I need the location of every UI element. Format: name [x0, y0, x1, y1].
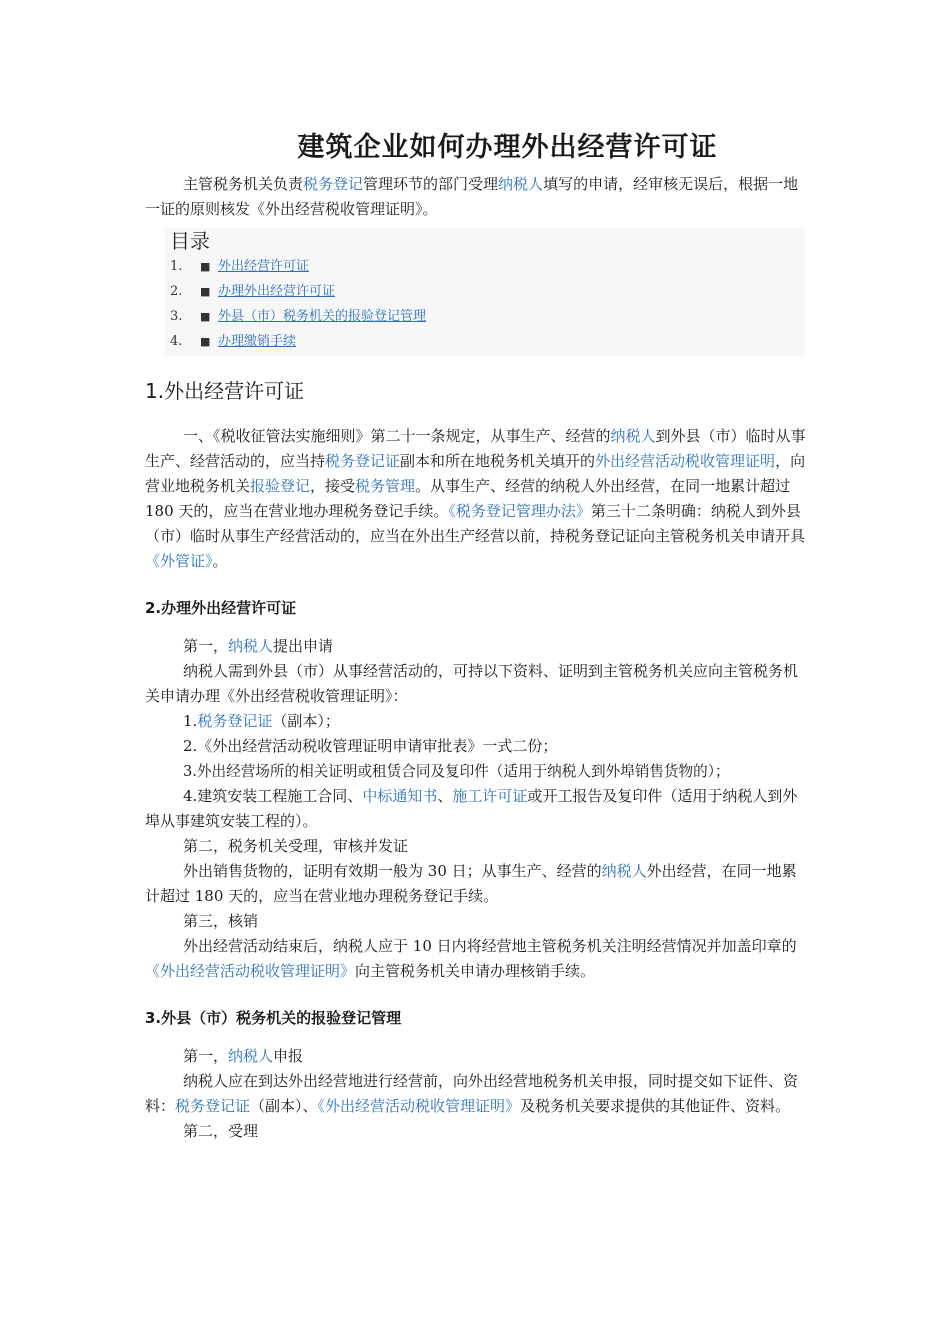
link-taxpayer[interactable]: 纳税人	[498, 175, 544, 193]
step-heading: 第二，受理	[183, 1122, 259, 1140]
link-tax-management[interactable]: 税务管理	[355, 477, 416, 495]
link-outbound-tax-certificate[interactable]: 《外出经营活动税收管理证明》	[145, 962, 356, 980]
square-bullet-icon: ■	[200, 260, 211, 273]
toc-item: 1. ■ 外出经营许可证	[170, 254, 805, 279]
paragraph: 纳税人需到外县（市）从事经营活动的，可持以下资料、证明到主管税务机关应向主管税务机关申请办理《外出经营税收管理证明》：	[145, 662, 799, 705]
link-outbound-tax-certificate[interactable]: 外出经营活动税收管理证明	[595, 452, 776, 470]
step-heading: 第二，税务机关受理，审核并发证	[183, 837, 409, 855]
link-tax-registration-certificate[interactable]: 税务登记证	[325, 452, 401, 470]
section-heading-3: 3.外县（市）税务机关的报验登记管理	[145, 1009, 402, 1027]
list-item: 2.《外出经营活动税收管理证明申请审批表》一式二份；	[183, 737, 558, 755]
square-bullet-icon: ■	[200, 310, 211, 323]
paragraph: 纳税人应在到达外出经营地进行经营前，向外出经营地税务机关申报，同时提交如下证件、资料：税务登记证（副本）、《外出经营活动税收管理证明》及税务机关要求提供的其他证件、资料。	[145, 1072, 799, 1115]
link-tax-registration[interactable]: 税务登记	[303, 175, 364, 193]
link-inspection-registration[interactable]: 报验登记	[250, 477, 311, 495]
step-heading: 第三，核销	[183, 912, 259, 930]
page-title: 建筑企业如何办理外出经营许可证	[297, 132, 718, 163]
step-heading: 第一，纳税人提出申请	[183, 637, 334, 655]
step-heading: 第一，纳税人申报	[183, 1047, 304, 1065]
link-tax-registration-certificate[interactable]: 税务登记证	[175, 1097, 251, 1115]
section-heading-1: 1.外出经营许可证	[145, 379, 305, 403]
link-tax-registration-certificate[interactable]: 税务登记证	[197, 712, 273, 730]
list-item: 4.建筑安装工程施工合同、中标通知书、施工许可证或开工报告及复印件（适用于纳税人到外埠从事建筑安装工程的）。	[145, 787, 798, 830]
link-waiguan-certificate[interactable]: 《外管证》	[145, 552, 213, 570]
toc-link[interactable]: 办理外出经营许可证	[218, 284, 336, 299]
section-1-paragraph: 一、《税收征管法实施细则》第二十一条规定，从事生产、经营的纳税人到外县（市）临时从事生产、经营活动的，应当持税务登记证副本和所在地税务机关填开的外出经营活动税收管理证明，向营业地税务机关报验登记，接受税务管理。从事生产、经营的纳税人外出经营，在同一地累计超过 180 天的，应当在营业地办理税务登记手续。《税务登记管理办法》第三十二条明确：纳税人到外县（市）临时从事生产经营活动的，应当在外出生产经营以前，持税务登记证向主管税务机关申请开具《外管证》。	[145, 427, 806, 570]
link-outbound-tax-certificate[interactable]: 《外出经营活动税收管理证明》	[317, 1097, 521, 1115]
section-heading-2: 2.办理外出经营许可证	[145, 599, 297, 617]
link-taxpayer[interactable]: 纳税人	[228, 637, 274, 655]
toc-link[interactable]: 外县（市）税务机关的报验登记管理	[218, 309, 427, 324]
toc-link[interactable]: 外出经营许可证	[218, 259, 310, 274]
link-taxpayer[interactable]: 纳税人	[610, 427, 656, 445]
list-item: 1.税务登记证（副本）；	[183, 712, 340, 730]
link-construction-permit[interactable]: 施工许可证	[452, 787, 528, 805]
link-taxpayer[interactable]: 纳税人	[228, 1047, 274, 1065]
intro-paragraph: 主管税务机关负责税务登记管理环节的部门受理纳税人填写的申请，经审核无误后，根据一地一证的原则核发《外出经营税收管理证明》。	[145, 175, 799, 218]
paragraph: 外出销售货物的，证明有效期一般为 30 日；从事生产、经营的纳税人外出经营，在同一地累计超过 180 天的，应当在营业地办理税务登记手续。	[145, 862, 797, 905]
link-tax-registration-measures[interactable]: 《税务登记管理办法》	[448, 502, 591, 520]
table-of-contents	[165, 228, 805, 356]
link-taxpayer[interactable]: 纳税人	[601, 862, 647, 880]
document-page	[145, 128, 810, 1144]
paragraph: 外出经营活动结束后，纳税人应于 10 日内将经营地主管税务机关注明经营情况并加盖印章的《外出经营活动税收管理证明》向主管税务机关申请办理核销手续。	[145, 937, 797, 980]
toc-item: 3. ■ 外县（市）税务机关的报验登记管理	[170, 304, 805, 329]
toc-link[interactable]: 办理缴销手续	[218, 334, 297, 349]
link-bid-notice[interactable]: 中标通知书	[362, 787, 438, 805]
toc-title: 目录	[170, 229, 210, 253]
list-item: 3.外出经营场所的相关证明或租赁合同及复印件（适用于纳税人到外埠销售货物的）；	[183, 763, 730, 780]
square-bullet-icon: ■	[200, 335, 211, 348]
toc-item: 2. ■ 办理外出经营许可证	[170, 279, 805, 304]
toc-item: 4. ■ 办理缴销手续	[170, 329, 805, 354]
square-bullet-icon: ■	[200, 285, 211, 298]
